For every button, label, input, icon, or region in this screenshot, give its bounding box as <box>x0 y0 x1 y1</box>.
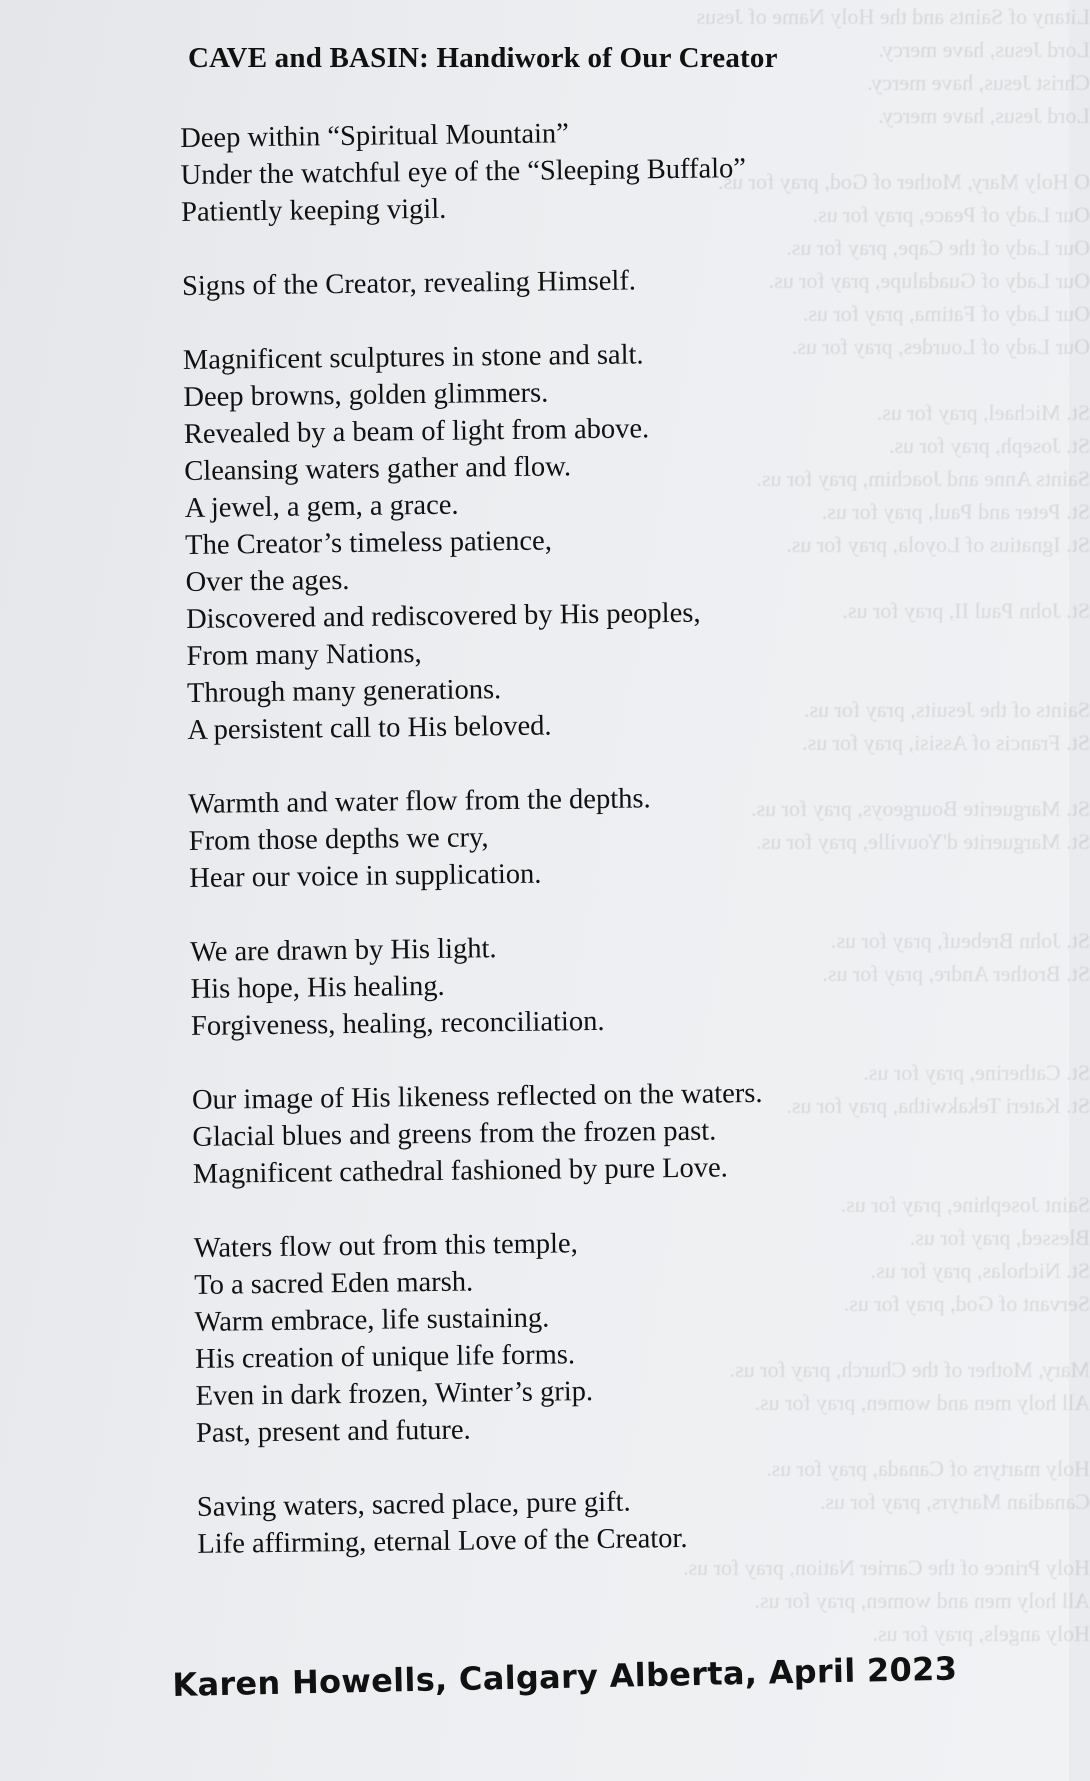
show-through-line: Saints Anne and Joachim, pray for us. <box>756 466 1090 491</box>
stanza <box>194 1219 1057 1451</box>
poem-line: His creation of unique life forms. <box>194 1339 576 1375</box>
stanza <box>190 923 1051 1044</box>
poem-line: From those depths we cry, <box>188 822 489 857</box>
poem-line: Under the watchful eye of the “Sleeping Buffalo” <box>180 153 747 191</box>
poem-line: Over the ages. <box>185 564 350 598</box>
stanza <box>180 109 1041 230</box>
show-through-line: Our Lady of Guadalupe, pray for us. <box>768 268 1090 293</box>
poem-line: Life affirming, eternal Love of the Creator. <box>197 1522 688 1560</box>
poem-line: Forgiveness, healing, reconciliation. <box>190 1005 605 1042</box>
stanza <box>183 331 1048 748</box>
show-through-line: Our Lady of the Cape, pray for us. <box>786 235 1090 260</box>
poem-line: Magnificent sculptures in stone and salt. <box>182 339 644 376</box>
show-through-line: Holy Prince of the Carrier Nation, pray for us. <box>683 1555 1090 1580</box>
poem-line: A jewel, a gem, a grace. <box>184 489 459 524</box>
poem-line: From many Nations, <box>186 638 422 672</box>
poem-line: Patiently keeping vigil. <box>180 193 447 228</box>
show-through-line: Our Lady of Peace, pray for us. <box>812 202 1090 227</box>
show-through-line: St. Marguerite Bourgeoys, pray for us. <box>751 796 1090 821</box>
poem-line: Past, present and future. <box>195 1414 471 1449</box>
show-through-line: St. Joseph, pray for us. <box>888 433 1090 458</box>
poem-line: Magnificent cathedral fashioned by pure Love. <box>192 1152 729 1190</box>
show-through-line: Mary, Mother of the Church, pray for us. <box>729 1357 1090 1382</box>
poem-line: We are drawn by His light. <box>189 933 497 968</box>
show-through-line: Christ Jesus, have mercy. <box>867 70 1090 95</box>
show-through-line: Blessed, pray for us. <box>909 1225 1090 1250</box>
poem-line: Deep within “Spiritual Mountain” <box>180 118 570 154</box>
poem-line: Revealed by a beam of light from above. <box>183 413 650 450</box>
show-through-line: St. Catherine, pray for us. <box>863 1060 1090 1085</box>
poem-line: His hope, His healing. <box>190 970 445 1005</box>
show-through-line: St. John Brebeuf, pray for us. <box>830 928 1090 953</box>
show-through-line: St. Kateri Tekakwitha, pray for us. <box>786 1093 1090 1118</box>
show-through-line: St. Michael, pray for us. <box>876 400 1090 425</box>
show-through-line: Our Lady of Lourdes, pray for us. <box>791 334 1090 359</box>
poem-line: Warmth and water flow from the depths. <box>188 783 651 820</box>
show-through-line: St. Brother Andre, pray for us. <box>822 961 1090 986</box>
poem-line: A persistent call to His beloved. <box>187 710 552 746</box>
show-through-line: Canadian Martyrs, pray for us. <box>819 1489 1090 1514</box>
author-signature: Karen Howells, Calgary Alberta, April 2023 <box>172 1649 958 1704</box>
poem-title: CAVE and BASIN: Handiwork of Our Creator <box>188 42 778 74</box>
poem-body <box>180 109 1058 1599</box>
poem-line: Cleansing waters gather and flow. <box>184 451 572 487</box>
stanza <box>192 1071 1053 1192</box>
show-through-line: St. Ignatius of Loyola, pray for us. <box>786 532 1090 557</box>
poem-line: Discovered and rediscovered by His peoples, <box>185 597 701 635</box>
show-through-line: O Holy Mary, Mother of God, pray for us. <box>718 169 1090 194</box>
poem-line: Glacial blues and greens from the frozen past. <box>192 1115 717 1153</box>
show-through-line: St. Marguerite d'Youville, pray for us. <box>756 829 1090 854</box>
poem-line: The Creator’s timeless patience, <box>185 525 553 561</box>
show-through-line: Holy martyrs of Canada, pray for us. <box>766 1456 1090 1481</box>
show-through-line: All holy men and women, pray for us. <box>754 1588 1090 1613</box>
show-through-line: All holy men and women, pray for us. <box>754 1390 1090 1415</box>
poem-line: Deep browns, golden glimmers. <box>183 377 549 413</box>
poem-line: Even in dark frozen, Winter’s grip. <box>195 1376 594 1412</box>
poem-line: Warm embrace, life sustaining. <box>194 1302 550 1338</box>
show-through-line: Saints of the Jesuits, pray for us. <box>804 697 1090 722</box>
show-through-line: St. Peter and Paul, pray for us. <box>821 499 1090 524</box>
stanza <box>197 1478 1058 1563</box>
poem-line: Saving waters, sacred place, pure gift. <box>196 1486 631 1523</box>
poem-line: Waters flow out from this temple, <box>193 1228 578 1264</box>
poem-line: Our image of His likeness reflected on the waters. <box>191 1077 763 1116</box>
poem-line: Hear our voice in supplication. <box>189 858 542 894</box>
show-through-line: Our Lady of Fatima, pray for us. <box>802 301 1090 326</box>
poem-line: To a sacred Eden marsh. <box>194 1266 474 1301</box>
poem-line: Through many generations. <box>186 674 502 709</box>
show-through-line: Lord Jesus, have mercy. <box>878 103 1090 128</box>
stanza <box>188 775 1049 896</box>
stanza <box>182 257 1042 305</box>
poem-line: Signs of the Creator, revealing Himself. <box>181 265 637 302</box>
show-through-line: St. Nicholas, pray for us. <box>870 1258 1090 1283</box>
show-through-line: Holy angels, pray for us. <box>872 1621 1090 1646</box>
show-through-line: Servant of God, pray for us. <box>843 1291 1090 1316</box>
show-through-line: Litany of Saints and the Holy Name of Jesus <box>696 4 1090 29</box>
show-through-line: St. Francis of Assisi, pray for us. <box>802 730 1090 755</box>
show-through-line: Saint Josephine, pray for us. <box>840 1192 1090 1217</box>
show-through-line: St. John Paul II, pray for us. <box>842 598 1090 623</box>
show-through-line: Lord Jesus, have mercy. <box>878 37 1090 62</box>
